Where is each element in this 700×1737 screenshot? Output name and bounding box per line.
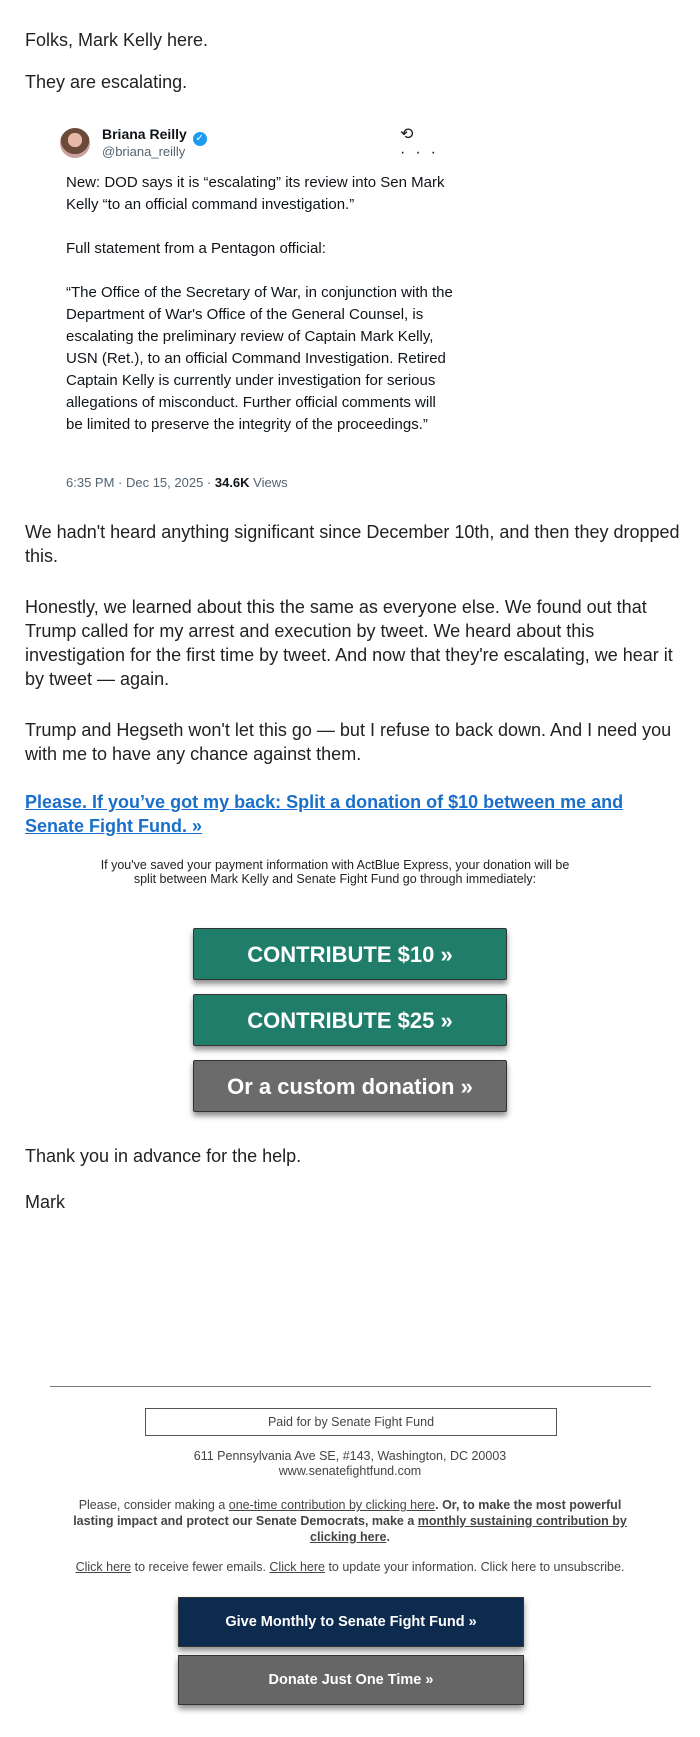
contribute-25-button[interactable]: CONTRIBUTE $25 » [193,994,507,1046]
footer-address: 611 Pennsylvania Ave SE, #143, Washington, DC 20003 [193,1449,507,1463]
one-time-contribution-link[interactable]: one-time contribution by clicking here [228,1498,436,1512]
tweet-meta [66,475,288,490]
contribute-10-button[interactable]: CONTRIBUTE $10 » [193,928,507,980]
tweet-text: New: DOD says it is “escalating” its review into Sen Mark Kelly “to an official command investigation.” Full statement from a Pentagon official: “The Office of the Secretary of War, in conjunction with the Department of War's Office of the General Counsel, is escalating the preliminary review of Captain Mark Kelly, USN (Ret.), to an official Command Investigation. Retired Captain Kelly is currently under investigation for serious allegations of misconduct. Further official comments will be limited to preserve the integrity of the proceedings.” [66,174,453,433]
signoff: Mark [25,1192,65,1212]
footer-consider-text: Please, consider making a one-time contribution by clicking here. Or, to make the most powerful lasting impact and protect our Senate Democrats, make a monthly sustaining contribution by clicking here. [73,1498,627,1544]
embedded-tweet[interactable] [40,110,453,500]
actblue-express-note: If you've saved your payment information with ActBlue Express, your donation will be split between Mark Kelly and Senate Fight Fund go through immediately: [100,858,570,886]
give-monthly-button[interactable]: Give Monthly to Senate Fight Fund » [178,1597,524,1647]
paragraph-3: Trump and Hegseth won't let this go — but I refuse to back down. And I need you with me to have any chance against them. [25,720,672,764]
donate-once-button[interactable]: Donate Just One Time » [178,1655,524,1705]
email-preferences: Click here to receive fewer emails. Click here to update your information. Click here to unsubscribe. [75,1560,625,1574]
update-info-link[interactable]: Click here [269,1560,325,1574]
paragraph-2: Honestly, we learned about this the same as everyone else. We found out that Trump called for my arrest and execution by tweet. We heard about this investigation for the first time by tweet. And now that they're escalating, we hear it by tweet — again. [25,597,673,689]
tweet-views-count: 34.6K [214,475,250,490]
custom-donation-button[interactable]: Or a custom donation » [193,1060,507,1112]
monthly-sustaining-link[interactable]: monthly sustaining contribution by clicking here [310,1514,627,1544]
tweet-timestamp[interactable]: 6:35 PM · Dec 15, 2025 · [66,475,215,490]
fewer-emails-link[interactable]: Click here [75,1560,132,1574]
tweet-views-label: Views [249,475,288,490]
tweet-actions-icon[interactable]: ⟲ ··· [400,126,446,161]
verified-badge-icon: ✓ [193,132,207,146]
paragraph-1: We hadn't heard anything significant since December 10th, and then they dropped this. [25,522,680,566]
tweet-author[interactable]: Briana Reilly ✓ [102,126,207,146]
footer-divider [50,1386,651,1387]
thanks-line: Thank you in advance for the help. [25,1146,302,1166]
footer-website[interactable]: www.senatefightfund.com [278,1464,422,1478]
paid-for-box: Paid for by Senate Fight Fund [145,1408,557,1436]
intro-line: They are escalating. [25,72,188,92]
donation-ask-link[interactable]: Please. If you’ve got my back: Split a donation of $10 between me and Senate Fight Fund. » [25,792,624,836]
avatar [60,128,90,158]
tweet-handle[interactable]: @briana_reilly [102,144,186,159]
greeting: Folks, Mark Kelly here. [25,30,209,50]
